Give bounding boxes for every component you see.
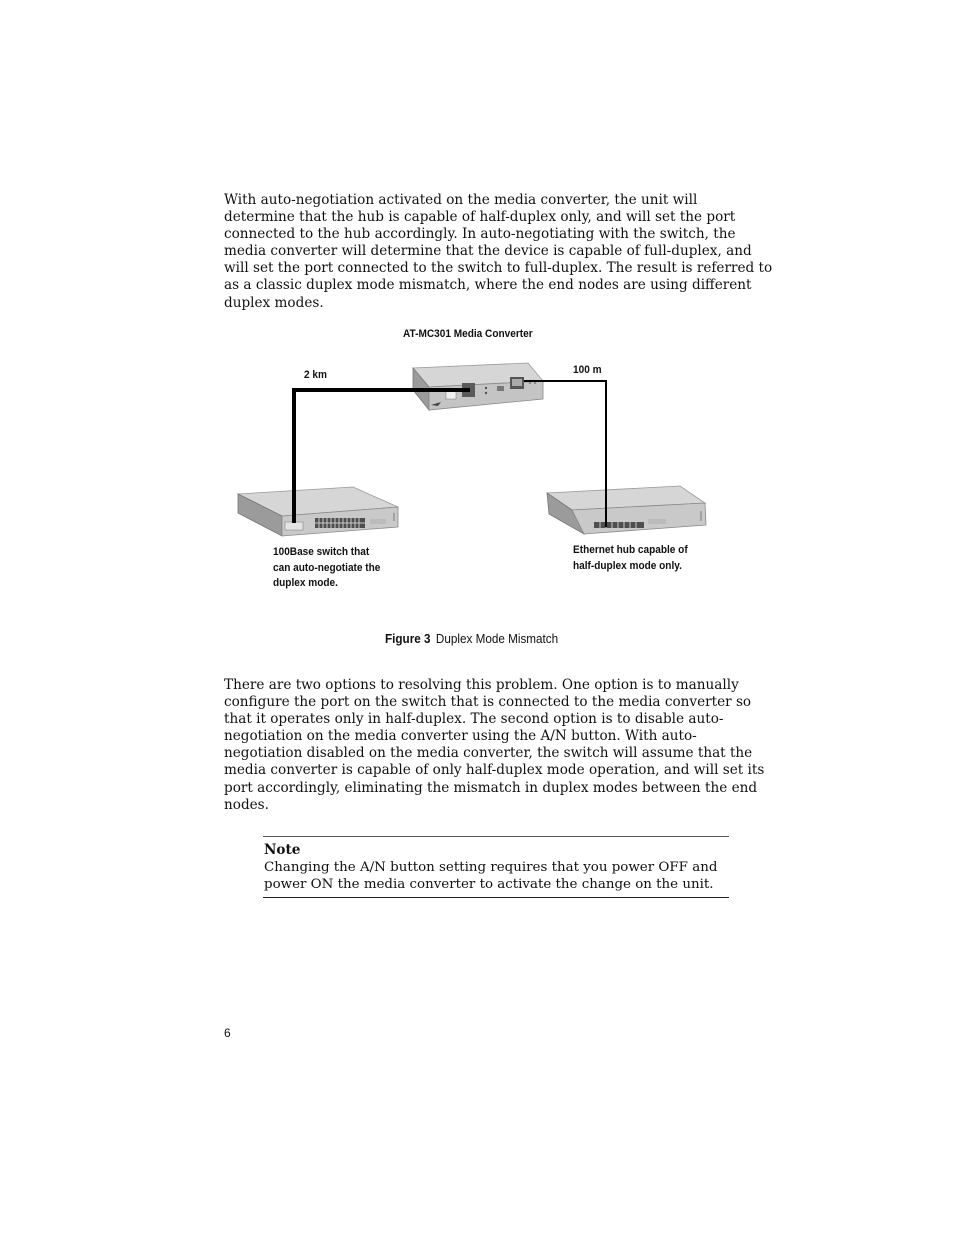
note-line: power ON the media converter to activate the change on the unit. [264, 877, 714, 893]
converter-label: AT-MC301 Media Converter [403, 328, 533, 340]
note-line: Changing the A/N button setting requires that you power OFF and [264, 860, 718, 875]
paragraph-line: nodes. [224, 796, 269, 813]
distance-2km-label: 2 km [304, 369, 327, 381]
paragraph-line: media converter will determine that the device is capable of full-duplex, and [224, 243, 752, 260]
paragraph-line: as a classic duplex mode mismatch, where the end nodes are using different [224, 277, 752, 294]
paragraph-line: With auto-negotiation activated on the media converter, the unit will [224, 192, 698, 208]
figure-caption [385, 631, 558, 646]
paragraph-line: will set the port connected to the switch to full-duplex. The result is referred to [224, 260, 773, 277]
media-converter-device [413, 363, 543, 410]
paragraph-line: configure the port on the switch that is connected to the media converter so [224, 694, 752, 711]
switch-label-line: duplex mode. [273, 577, 338, 589]
paragraph-line: negotiation on the media converter using the A/N button. With auto- [224, 728, 697, 745]
hub-label-line: half-duplex mode only. [573, 559, 682, 572]
paragraph-line: that it operates only in half-duplex. The second option is to disable auto- [224, 711, 724, 728]
note-box [263, 836, 729, 898]
hub-device [547, 486, 706, 534]
paragraph-line: port accordingly, eliminating the mismatch in duplex modes between the end [224, 779, 758, 796]
paragraph-line: duplex modes. [224, 294, 324, 311]
figure-number: Figure 3 [385, 631, 431, 646]
note-body [264, 859, 717, 893]
paragraph-line: There are two options to resolving this problem. One option is to manually [224, 677, 739, 693]
resolution-paragraph [224, 677, 765, 814]
switch-label-line: can auto-negotiate the [273, 561, 381, 574]
switch-label [273, 545, 380, 592]
paragraph-line: determine that the hub is capable of half-duplex only, and will set the port [224, 209, 736, 226]
hub-label-line: Ethernet hub capable of [573, 544, 688, 556]
switch-label-line: 100Base switch that [273, 546, 370, 558]
paragraph-line: negotiation disabled on the media converter, the switch will assume that the [224, 745, 753, 762]
switch-device [238, 487, 398, 536]
paragraph-line: connected to the hub accordingly. In auto-negotiating with the switch, the [224, 226, 736, 243]
note-title: Note [264, 842, 301, 858]
page-number: 6 [224, 1026, 231, 1040]
distance-100m-label: 100 m [573, 364, 602, 376]
figure-title: Duplex Mode Mismatch [435, 631, 559, 646]
paragraph-line: media converter is capable of only half-duplex mode operation, and will set its [224, 762, 765, 779]
hub-label [573, 543, 688, 574]
